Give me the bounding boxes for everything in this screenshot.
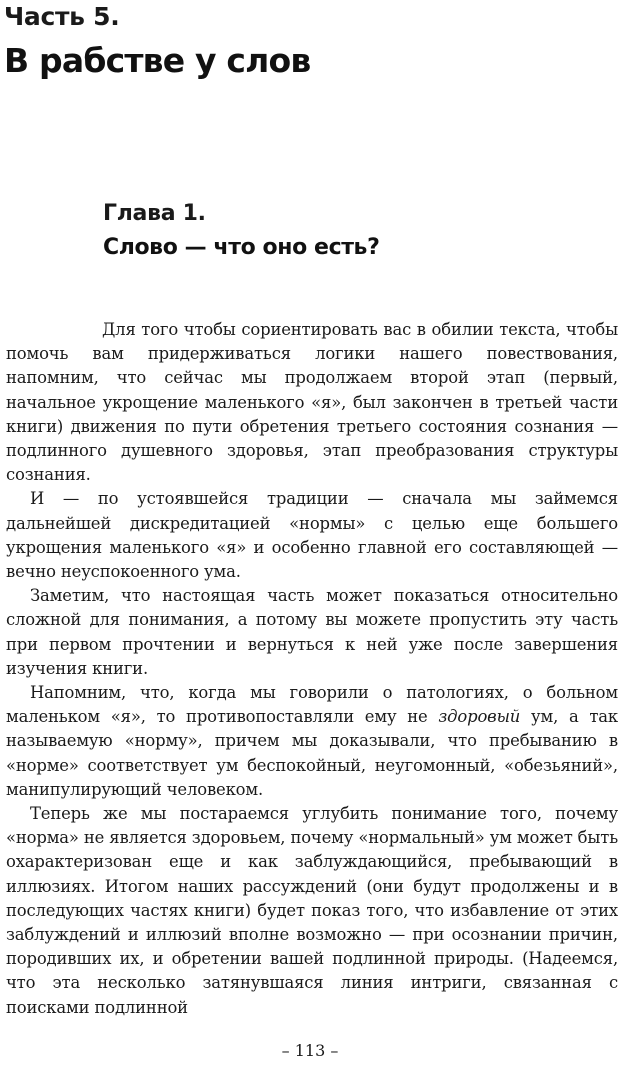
chapter-label: Глава 1. <box>103 201 206 226</box>
paragraph-5: Теперь же мы постараемся углубить понимание того, почему «норма» не является здоровьем, почему «нормальный» ум может быть охарактеризован еще и как заблуждающийся, пребывающий в иллюзиях. Итогом наших рассуждений (они будут продолжены и в последующих частях книги) будет показ того, что избавление от этих заблуждений и иллюзий вполне возможно — при осознании причин, породивших их, и обретении вашей подлинной природы. (Надеемся, что эта несколько затянувшаяся линия интриги, связанная с поисками подлинной <box>6 804 618 1017</box>
chapter-body <box>6 318 618 1020</box>
paragraph-4-start: Напомним, что, когда мы говорили о патологиях, о больном маленьком «я», то противопоставляли ему не <box>6 683 618 727</box>
part-label: Часть 5. <box>4 2 120 31</box>
paragraph-4-emphasis: здоровый <box>438 707 521 727</box>
page-number: – 113 – <box>281 1041 339 1060</box>
paragraph-3: Заметим, что настоящая часть может показаться относительно сложной для понимания, а потому вы можете пропустить эту часть при первом прочтении и вернуться к ней уже после завершения изучения книги. <box>6 586 618 678</box>
chapter-title: Слово — что оно есть? <box>103 235 380 260</box>
paragraph-4-end: ум, а так называемую «норму», причем мы доказывали, что пребыванию в «норме» соответствует ум беспокойный, неугомонный, «обезьяний», манипулирующий человеком. <box>6 707 619 799</box>
paragraph-4 <box>6 681 618 802</box>
part-title: В рабстве у слов <box>4 41 311 80</box>
paragraph-2: И — по устоявшейся традиции — сначала мы займемся дальнейшей дискредитацией «нормы» с целью еще большего укрощения маленького «я» и особенно главной его составляющей — вечно неуспокоенного ума. <box>6 489 618 582</box>
paragraph-1: Для того чтобы сориентировать вас в обилии текста, чтобы помочь вам придерживаться логики нашего повествования, напомним, что сейчас мы продолжаем второй этап (первый, начальное укрощение маленького «я», был закончен в третьей части книги) движения по пути обретения третьего состояния сознания — подлинного душевного здоровья, этап преобразования структуры сознания. <box>6 320 618 485</box>
